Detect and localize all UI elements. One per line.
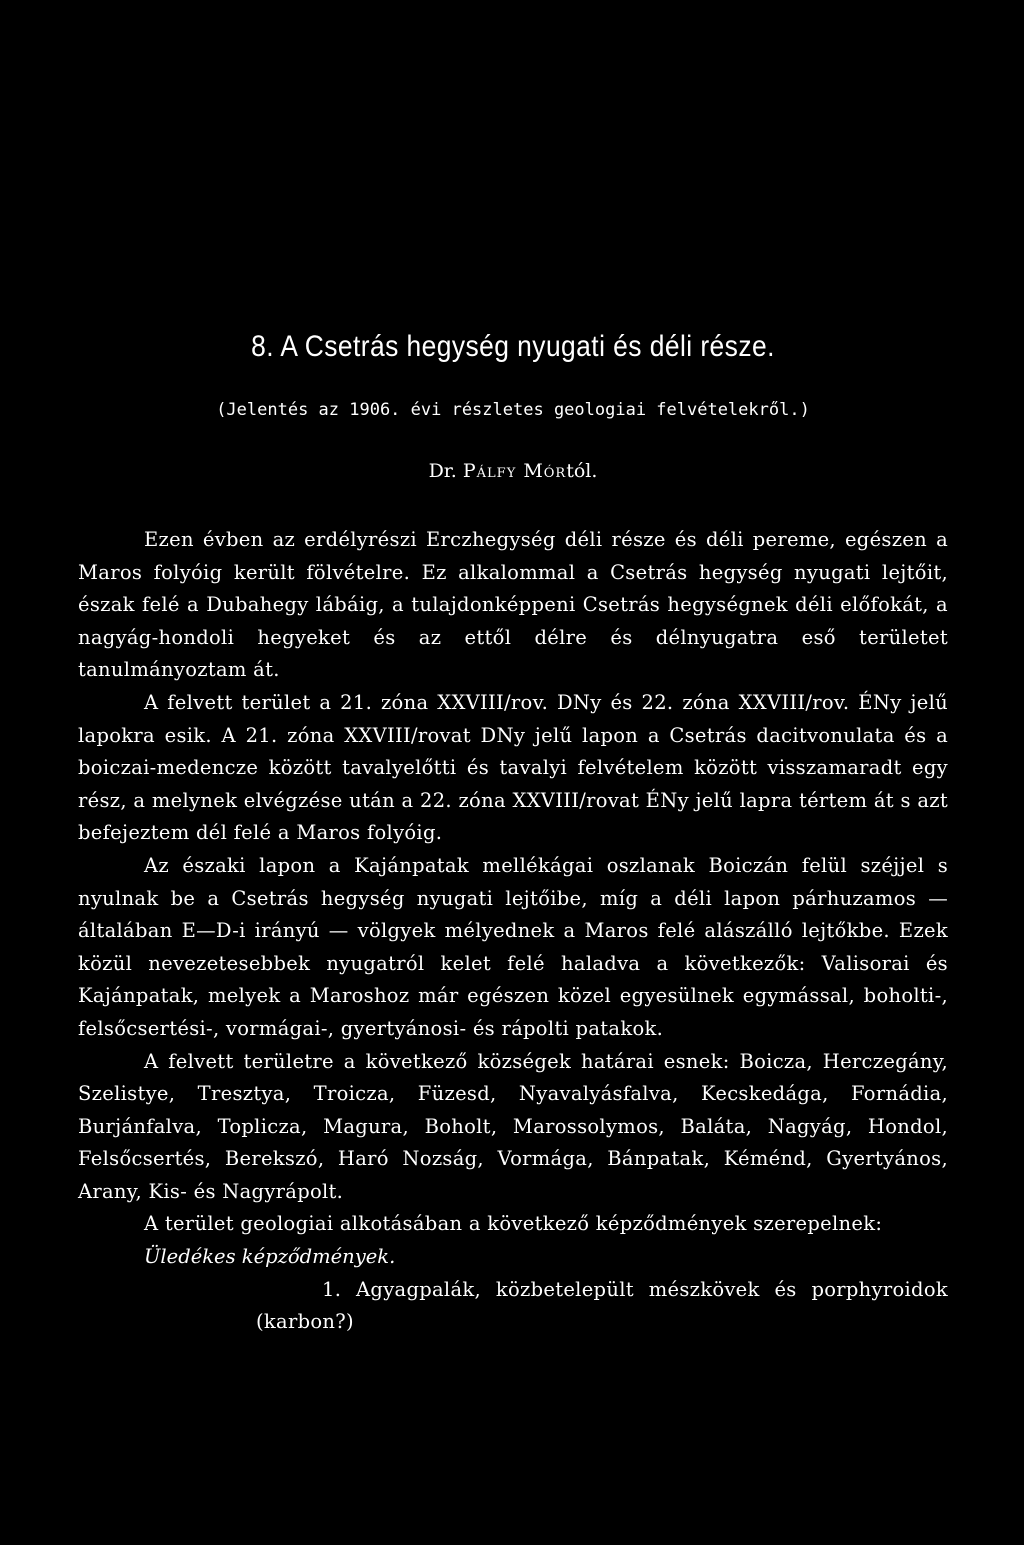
author-line	[78, 460, 948, 482]
article-subtitle: (Jelentés az 1906. évi részletes geologiai felvételekről.)	[216, 400, 810, 420]
article-body	[78, 524, 948, 1339]
article-title: 8. A Csetrás hegység nyugati és déli része.	[251, 330, 775, 363]
list-item: 1. Agyagpalák, közbetelepült mészkövek és porphyroidok (karbon?)	[256, 1277, 948, 1334]
paragraph-5: A terület geologiai alkotásában a következő képződmények szerepelnek:	[144, 1212, 883, 1236]
paragraph-2: A felvett terület a 21. zóna XXVIII/rov. DNy és 22. zóna XXVIII/rov. ÉNy jelű lapokra esik. A 21. zóna XXVIII/rovat DNy jelű lapon a Csetrás dacitvonulata és a boiczai-medencze között tavalyelőtti és tavalyi felvételem között visszamaradt egy rész, a melynek elvégzése után a 22. zóna XXVIII/rovat ÉNy jelű lapra tértem át s azt befejeztem dél felé a Maros folyóig.	[78, 690, 948, 845]
paragraph-3: Az északi lapon a Kajánpatak mellékágai oszlanak Boiczán felül széjjel s nyulnak be a Csetrás hegység nyugati lejtőibe, míg a déli lapon párhuzamos — általában E—D-i irányú — völgyek mélyednek a Maros felé alászálló lejtőkbe. Ezek közül nevezetesebbek nyugatról kelet felé haladva a következők: Valisorai és Kajánpatak, melyek a Maroshoz már egészen közel egyesülnek egymással, boholti-, felsőcsertési-, vormágai-, gyertyánosi- és rápolti patakok.	[78, 853, 948, 1040]
document-page	[78, 330, 948, 1339]
paragraph-1: Ezen évben az erdélyrészi Erczhegység déli része és déli pereme, egészen a Maros folyóig került fölvételre. Ez alkalommal a Csetrás hegység nyugati lejtőit, észak felé a Dubahegy lábáig, a tulajdonképpeni Csetrás hegységnek déli előfokát, a nagyág-hondoli hegyeket és az ettől délre és délnyugatra eső területet tanulmányoztam át.	[78, 528, 948, 682]
section-heading: Üledékes képződmények.	[144, 1245, 396, 1269]
author-name: Pálfy Mór	[462, 460, 567, 482]
author-prefix: Dr.	[428, 460, 463, 482]
author-suffix: tól.	[566, 460, 598, 482]
paragraph-4: A felvett területre a következő községek határai esnek: Boicza, Herczegány, Szelistye, Tresztya, Troicza, Füzesd, Nyavalyásfalva, Kecskedága, Fornádia, Burjánfalva, Toplicza, Magura, Boholt, Marossolymos, Baláta, Nagyág, Hondol, Felsőcsertés, Berekszó, Haró Nozság, Vormága, Bánpatak, Kéménd, Gyertyános, Arany, Kis- és Nagyrápolt.	[78, 1049, 948, 1203]
